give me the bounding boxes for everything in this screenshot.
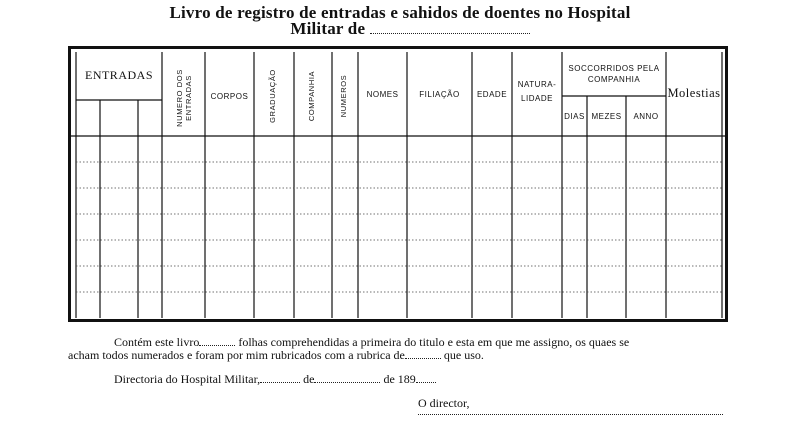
header-numeros: NUMEROS [339,74,348,118]
header-filiacao: FILIAÇÃO [419,90,460,99]
footer-line-3 [114,372,436,386]
header-numero-entradas-text: NUMERO DOS ENTRADAS [175,69,193,127]
header-companhia: COMPANHIA [307,70,316,122]
day-blank[interactable] [260,372,300,383]
register-table-grid [68,46,728,322]
header-soccorridos-1: SOCCORRIDOS PELA [568,64,660,73]
rubrica-blank[interactable] [405,348,441,359]
title-hospital-label: Militar de [290,19,366,38]
header-naturalidade-1: NATURA- [517,80,557,89]
header-mezes: MEZES [591,112,622,121]
header-entradas: ENTRADAS [84,68,153,82]
header-edade: EDADE [476,90,508,99]
document-title-line2 [10,20,800,37]
footer-line-3-b: de [303,372,315,386]
header-numero-entradas [175,53,195,143]
footer-line-1-b: folhas comprehendidas a primeira do titulo e esta em que me assigno, os quaes se [238,335,630,349]
header-corpos: CORPOS [210,92,249,101]
footer-line-1 [114,335,629,349]
footer-line-2 [68,348,484,362]
footer-line-4 [418,396,470,410]
hospital-name-blank[interactable] [370,21,530,34]
document-title-line1: Livro de registro de entradas e sahidos de doentes no Hospital [169,3,631,22]
footer-line-2-b: que uso. [443,348,484,362]
header-anno: ANNO [633,112,659,121]
header-molestias: Molestias [667,86,721,100]
month-blank[interactable] [314,372,380,383]
header-graduacao: GRADUAÇÃO [268,69,277,123]
footer-line-1-a: Contém este livro [114,335,200,349]
header-nomes: NOMES [366,90,399,99]
footer-line-2-a: acham todos numerados e foram por mim rubricados com a rubrica de [68,348,405,362]
year-blank[interactable] [416,372,436,383]
header-soccorridos-2: COMPANHIA [587,75,641,84]
footer-line-3-a: Directoria do Hospital Militar, [114,372,261,386]
header-naturalidade-2: LIDADE [521,94,553,103]
director-label: O director, [418,396,470,410]
folhas-count-blank[interactable] [199,335,235,346]
director-signature-line[interactable] [418,414,723,415]
register-table [68,46,728,322]
header-dias: DIAS [564,112,585,121]
footer-line-3-c: de 189 [383,372,416,386]
